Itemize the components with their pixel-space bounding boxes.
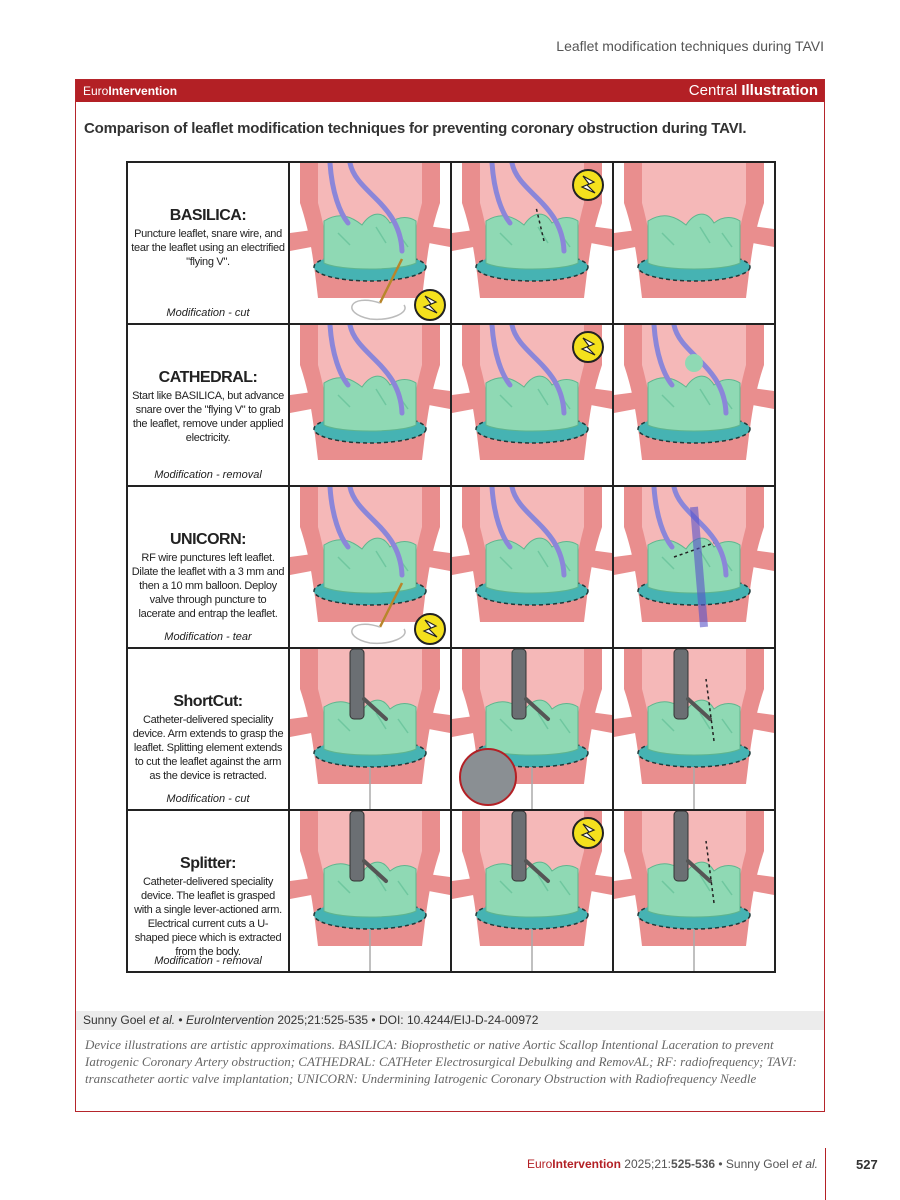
- citation-bar: Sunny Goel et al. • EuroIntervention 2025;21:525-535 • DOI: 10.4244/EIJ-D-24-00972: [76, 1011, 824, 1030]
- procedure-step-illustration: [289, 648, 451, 810]
- technique-row: [127, 486, 775, 648]
- technique-text: Catheter-delivered speciality device. The leaflet is grasped with a single lever-actioned arm. Electrical current cuts a U-shaped piece which is extracted from the body.: [134, 876, 282, 958]
- technique-description: [127, 486, 289, 648]
- procedure-step-illustration: [289, 810, 451, 972]
- technique-description: [127, 810, 289, 972]
- procedure-step-illustration: [613, 648, 775, 810]
- running-head: Leaflet modification techniques during TAVI: [556, 38, 824, 54]
- technique-name: BASILICA:: [169, 207, 247, 224]
- device-shaft: [350, 649, 364, 719]
- technique-name: CATHEDRAL:: [158, 369, 258, 386]
- electricity-icon: [415, 290, 445, 320]
- technique-row: [127, 810, 775, 972]
- modification-type: Modification - removal: [154, 955, 262, 967]
- valve-leaflets: [324, 700, 416, 755]
- procedure-step-illustration: [289, 324, 451, 486]
- device-shaft: [512, 649, 526, 719]
- technique-description: [127, 648, 289, 810]
- zoom-inset: [460, 749, 516, 805]
- procedure-step-illustration: [613, 162, 775, 324]
- procedure-step-illustration: [451, 810, 613, 972]
- valve-leaflets: [324, 862, 416, 917]
- procedure-step-illustration: [613, 324, 775, 486]
- footer-divider: [825, 1148, 826, 1200]
- figure-title: Comparison of leaflet modification techniques for preventing coronary obstruction during TAVI.: [84, 120, 747, 137]
- electricity-icon: [573, 170, 603, 200]
- modification-type: Modification - cut: [166, 793, 250, 805]
- banner: [76, 80, 824, 102]
- modification-type: Modification - tear: [164, 631, 252, 643]
- technique-row: [127, 162, 775, 324]
- technique-description: [127, 324, 289, 486]
- central-illustration-label: Central Illustration: [688, 82, 818, 99]
- technique-name: ShortCut:: [173, 693, 243, 710]
- modification-type: Modification - cut: [166, 307, 250, 319]
- central-illustration-panel: [75, 79, 825, 1112]
- technique-row: [127, 324, 775, 486]
- page-footer: EuroIntervention 2025;21:525-536 • Sunny Goel et al.: [526, 1157, 818, 1171]
- technique-grid: [126, 161, 776, 973]
- technique-text: RF wire punctures left leaflet. Dilate the leaflet with a 3 mm and then a 10 mm balloon. Deploy valve through puncture to lacerate and entrap the leaflet.: [131, 552, 285, 620]
- device-shaft: [674, 649, 688, 719]
- valve-leaflets: [486, 700, 578, 755]
- valve-leaflets: [486, 862, 578, 917]
- valve-leaflets: [648, 214, 740, 269]
- technique-name: Splitter:: [180, 855, 236, 872]
- technique-text: Start like BASILICA, but advance snare over the "flying V" to grab the leaflet, remove under applied electricity.: [132, 390, 284, 444]
- technique-row: [127, 648, 775, 810]
- electricity-icon: [573, 332, 603, 362]
- procedure-step-illustration: [451, 162, 613, 324]
- procedure-step-illustration: [289, 162, 451, 324]
- technique-text: Puncture leaflet, snare wire, and tear the leaflet using an electrified "flying V".: [131, 228, 285, 268]
- electricity-icon: [573, 818, 603, 848]
- technique-name: UNICORN:: [170, 531, 246, 548]
- electricity-icon: [415, 614, 445, 644]
- abbreviations-note: Device illustrations are artistic approximations. BASILICA: Bioprosthetic or native Aortic Scallop Intentional Laceration to prevent Iatrogenic Coronary Artery obstruction; CATHEDRAL: CATHeter Electrosurgical Debulking and RemovAL; RF: radiofrequency; TAVI: transcatheter aortic valve implantation; UNICORN: Undermining Iatrogenic Coronary Obstruction with Radiofrequency Needle: [85, 1037, 797, 1086]
- procedure-step-illustration: [451, 324, 613, 486]
- valve-leaflets: [648, 862, 740, 917]
- page-number: 527: [856, 1157, 878, 1172]
- journal-brand: EuroIntervention: [83, 84, 178, 98]
- procedure-step-illustration: [451, 648, 613, 810]
- procedure-step-illustration: [613, 810, 775, 972]
- procedure-step-illustration: [451, 486, 613, 648]
- device-shaft: [674, 811, 688, 881]
- device-shaft: [512, 811, 526, 881]
- device-shaft: [350, 811, 364, 881]
- procedure-step-illustration: [613, 486, 775, 648]
- technique-text: Catheter-delivered speciality device. Arm extends to grasp the leaflet. Splitting element extends to cut the leaflet against the arm as the device is retracted.: [132, 714, 284, 782]
- footer-journal: EuroIntervention: [526, 1157, 621, 1171]
- valve-leaflets: [648, 700, 740, 755]
- procedure-step-illustration: [289, 486, 451, 648]
- modification-type: Modification - removal: [154, 469, 262, 481]
- technique-description: [127, 162, 289, 324]
